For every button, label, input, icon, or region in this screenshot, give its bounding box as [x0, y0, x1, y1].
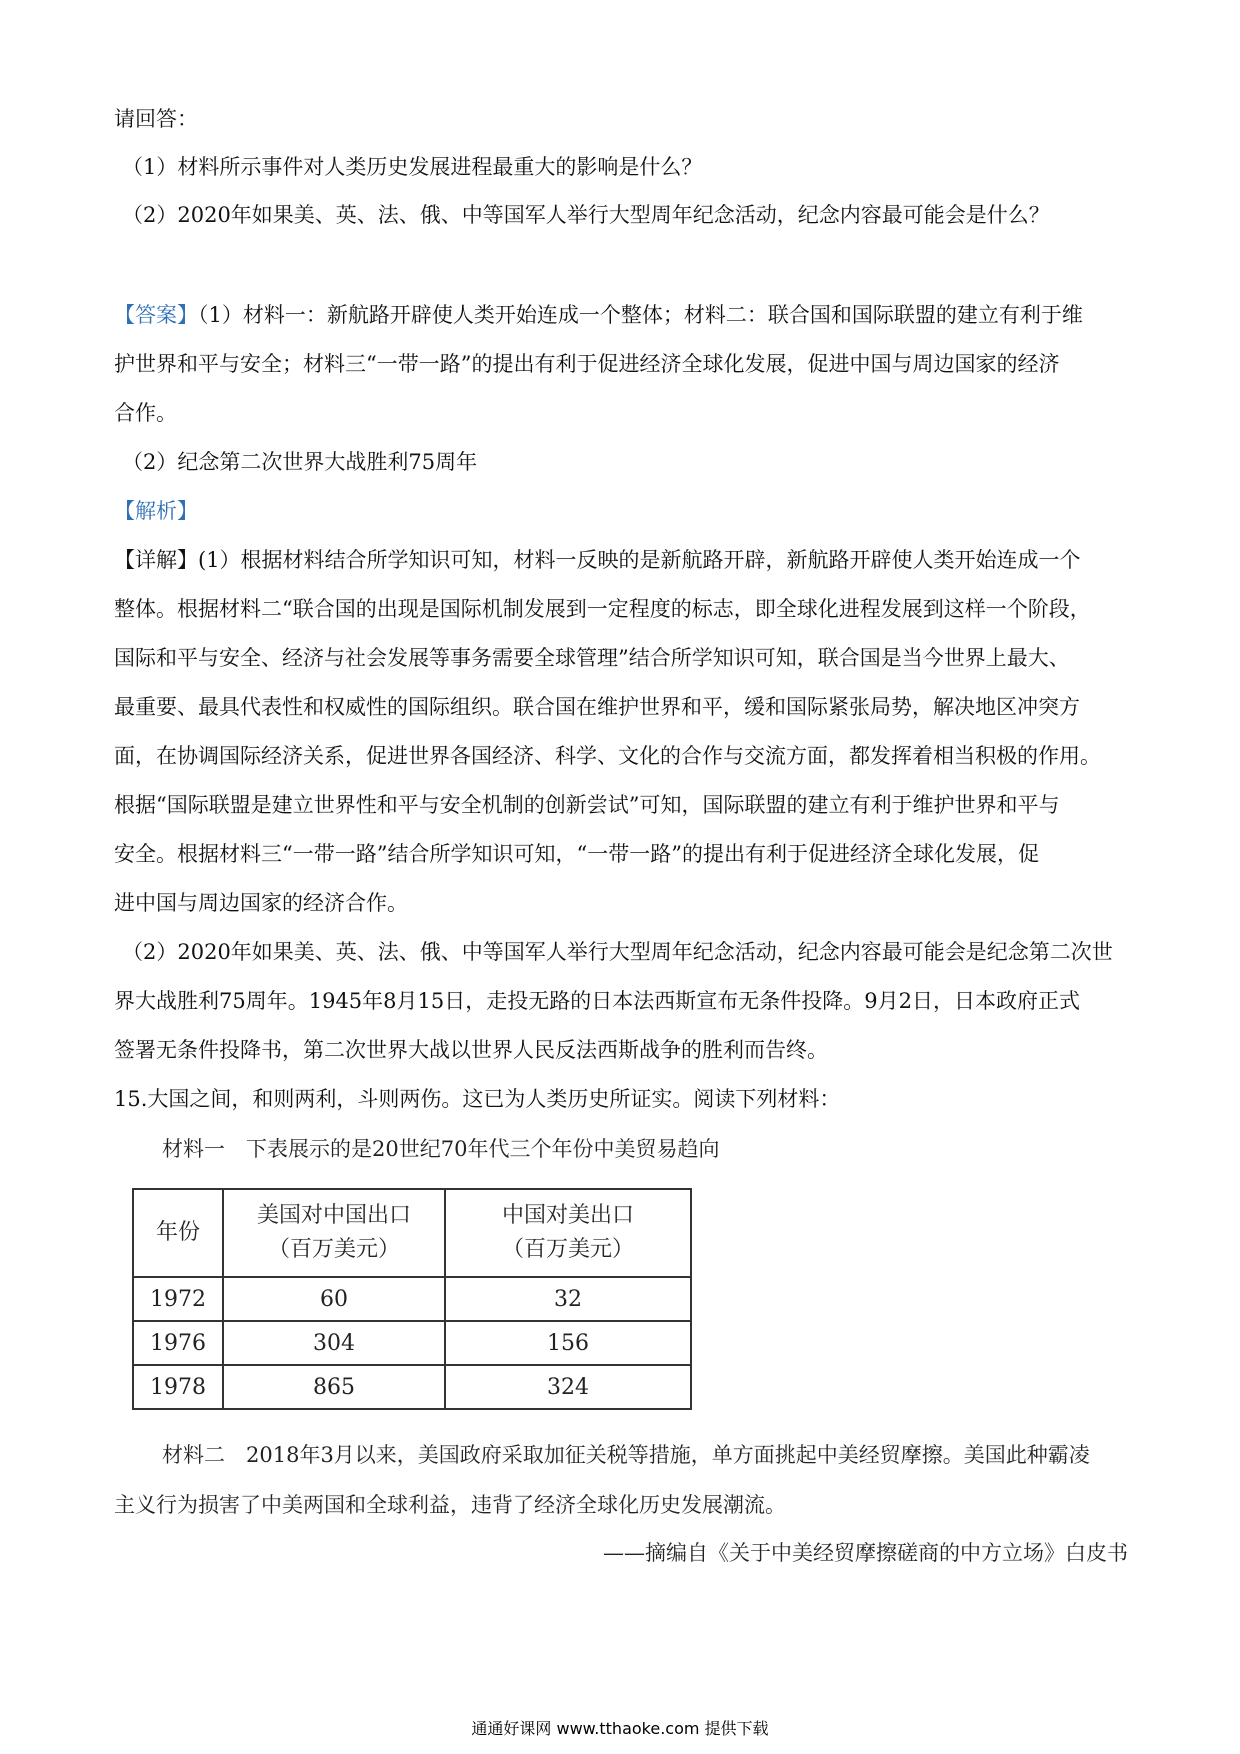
cell-cn-export: 156 [445, 1321, 691, 1365]
cell-year: 1972 [133, 1277, 223, 1321]
header-us-export [223, 1189, 445, 1277]
table-row [133, 1277, 691, 1321]
analysis-line-7: 安全。根据材料三“一带一路”结合所学知识可知，“一带一路”的提出有利于促进经济全球化发展，促 [114, 842, 1039, 866]
material-2-source: ——摘编自《关于中美经贸摩擦磋商的中方立场》白皮书 [603, 1541, 1128, 1565]
analysis-line-3: 国际和平与安全、经济与社会发展等事务需要全球管理”结合所学知识可知，联合国是当今世界上最大、 [114, 646, 1070, 670]
question-2: （2）2020年如果美、英、法、俄、中等国军人举行大型周年纪念活动，纪念内容最可能会是什么？ [122, 203, 1050, 227]
cell-cn-export: 324 [445, 1365, 691, 1409]
analysis-line-6: 根据“国际联盟是建立世界性和平与安全机制的创新尝试”可知，国际联盟的建立有利于维护世界和平与 [114, 793, 1060, 817]
header-year-label: 年份 [155, 1220, 200, 1245]
material-2-line-1: 材料二 2018年3月以来，美国政府采取加征关税等措施，单方面挑起中美经贸摩擦。美国此种霸凌 [162, 1443, 1090, 1467]
analysis-line-8: 进中国与周边国家的经济合作。 [114, 891, 408, 915]
material-1-caption: 材料一 下表展示的是20世纪70年代三个年份中美贸易趋向 [162, 1137, 720, 1161]
cell-us-export: 60 [223, 1277, 445, 1321]
header-cn-export-label: 中国对美出口 [501, 1203, 634, 1228]
cell-us-export: 865 [223, 1365, 445, 1409]
analysis-label: 【解析】 [114, 499, 198, 523]
cell-year: 1976 [133, 1321, 223, 1365]
header-cn-export [445, 1189, 691, 1277]
cell-us-export: 304 [223, 1321, 445, 1365]
analysis-line-9: （2）2020年如果美、英、法、俄、中等国军人举行大型周年纪念活动，纪念内容最可能会是纪念第二次世 [122, 940, 1113, 964]
header-year [133, 1189, 223, 1277]
analysis-line-5: 面，在协调国际经济关系，促进世界各国经济、科学、文化的合作与交流方面，都发挥着相当积极的作用。 [114, 744, 1101, 768]
answer-text-1: （1）材料一：新航路开辟使人类开始连成一个整体；材料二：联合国和国际联盟的建立有利于维 [198, 303, 1083, 327]
answer-prompt: 请回答： [114, 107, 198, 131]
table-row [133, 1321, 691, 1365]
page-footer: 通通好课网 www.tthaoke.com 提供下载 [471, 1719, 769, 1738]
analysis-line-4: 最重要、最具代表性和权威性的国际组织。联合国在维护世界和平，缓和国际紧张局势，解决地区冲突方 [114, 695, 1080, 719]
trade-table [132, 1188, 692, 1410]
table-row [133, 1365, 691, 1409]
analysis-line-11: 签署无条件投降书，第二次世界大战以世界人民反法西斯战争的胜利而告终。 [114, 1038, 828, 1062]
answer-line-4: （2）纪念第二次世界大战胜利75周年 [122, 450, 478, 474]
answer-line-3: 合作。 [114, 401, 177, 425]
header-us-export-label: 美国对中国出口 [256, 1203, 411, 1228]
analysis-line-1: 【详解】(1）根据材料结合所学知识可知，材料一反映的是新航路开辟，新航路开辟使人类开始连成一个 [114, 548, 1081, 572]
analysis-line-2: 整体。根据材料二“联合国的出现是国际机制发展到一定程度的标志，即全球化进程发展到这样一个阶段， [114, 597, 1091, 621]
table-header-row [133, 1189, 691, 1277]
question-1: （1）材料所示事件对人类历史发展进程最重大的影响是什么？ [122, 155, 703, 179]
analysis-line-10: 界大战胜利75周年。1945年8月15日，走投无路的日本法西斯宣布无条件投降。9月2日，日本政府正式 [114, 989, 1080, 1013]
header-cn-export-unit: （百万美元） [501, 1237, 634, 1262]
answer-line-1 [114, 300, 1132, 330]
question-15-stem: 15.大国之间，和则两利，斗则两伤。这已为人类历史所证实。阅读下列材料： [114, 1087, 841, 1111]
answer-line-2: 护世界和平与安全；材料三“一带一路”的提出有利于促进经济全球化发展，促进中国与周边国家的经济 [114, 352, 1060, 376]
answer-label: 【答案】 [114, 303, 198, 327]
cell-cn-export: 32 [445, 1277, 691, 1321]
cell-year: 1978 [133, 1365, 223, 1409]
material-2-line-2: 主义行为损害了中美两国和全球利益，违背了经济全球化历史发展潮流。 [114, 1493, 786, 1517]
header-us-export-unit: （百万美元） [267, 1237, 400, 1262]
